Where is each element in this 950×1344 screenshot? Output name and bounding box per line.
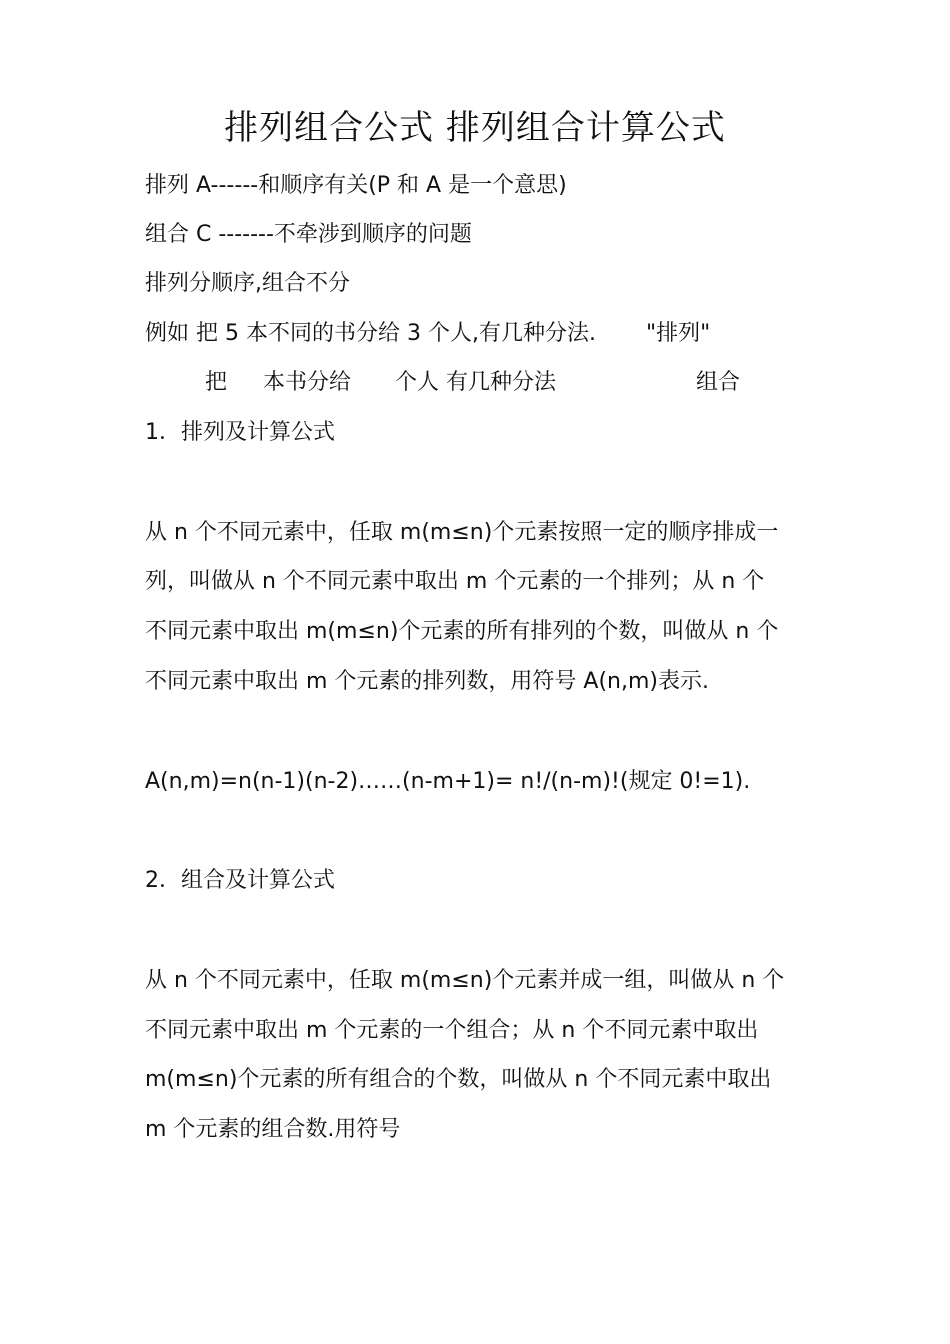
section-2-heading: 2．组合及计算公式 [145,868,335,893]
definition-combination: 组合 C -------不牵涉到顺序的问题 [145,222,472,247]
example-2-part-a: 把 [205,370,228,395]
permutation-formula: A(n,m)=n(n-1)(n-2)……(n-m+1)= n!/(n-m)!(规定 0!=1). [145,769,751,794]
example-line-1 [145,319,710,349]
section-2-paragraph-line-4: m 个元素的组合数.用符号 [145,1117,401,1142]
section-1-paragraph-line-4: 不同元素中取出 m 个元素的排列数，用符号 A(n,m)表示. [145,669,709,694]
section-1-heading: 1．排列及计算公式 [145,420,335,445]
section-1-paragraph-line-3: 不同元素中取出 m(m≤n)个元素的所有排列的个数，叫做从 n 个 [145,619,779,644]
section-2-paragraph-line-3: m(m≤n)个元素的所有组合的个数，叫做从 n 个不同元素中取出 [145,1067,772,1092]
example-1-text: 例如 把 5 本不同的书分给 3 个人,有几种分法. [145,321,596,346]
section-1-paragraph-line-1: 从 n 个不同元素中，任取 m(m≤n)个元素按照一定的顺序排成一 [145,520,779,545]
example-2-part-b: 本书分给 [263,370,352,395]
section-2-paragraph-line-2: 不同元素中取出 m 个元素的一个组合；从 n 个不同元素中取出 [145,1018,759,1043]
example-2-tag: 组合 [696,370,741,395]
distinction-line: 排列分顺序,组合不分 [145,271,350,296]
section-1-paragraph-line-2: 列，叫做从 n 个不同元素中取出 m 个元素的一个排列；从 n 个 [145,569,765,594]
example-line-2 [205,368,740,398]
definition-permutation: 排列 A------和顺序有关(P 和 A 是一个意思) [145,173,567,198]
example-1-tag: "排列" [645,321,711,346]
page-title: 排列组合公式 排列组合计算公式 [224,108,726,148]
example-2-part-c: 个人 有几种分法 [395,370,557,395]
section-2-paragraph-line-1: 从 n 个不同元素中，任取 m(m≤n)个元素并成一组，叫做从 n 个 [145,968,785,993]
